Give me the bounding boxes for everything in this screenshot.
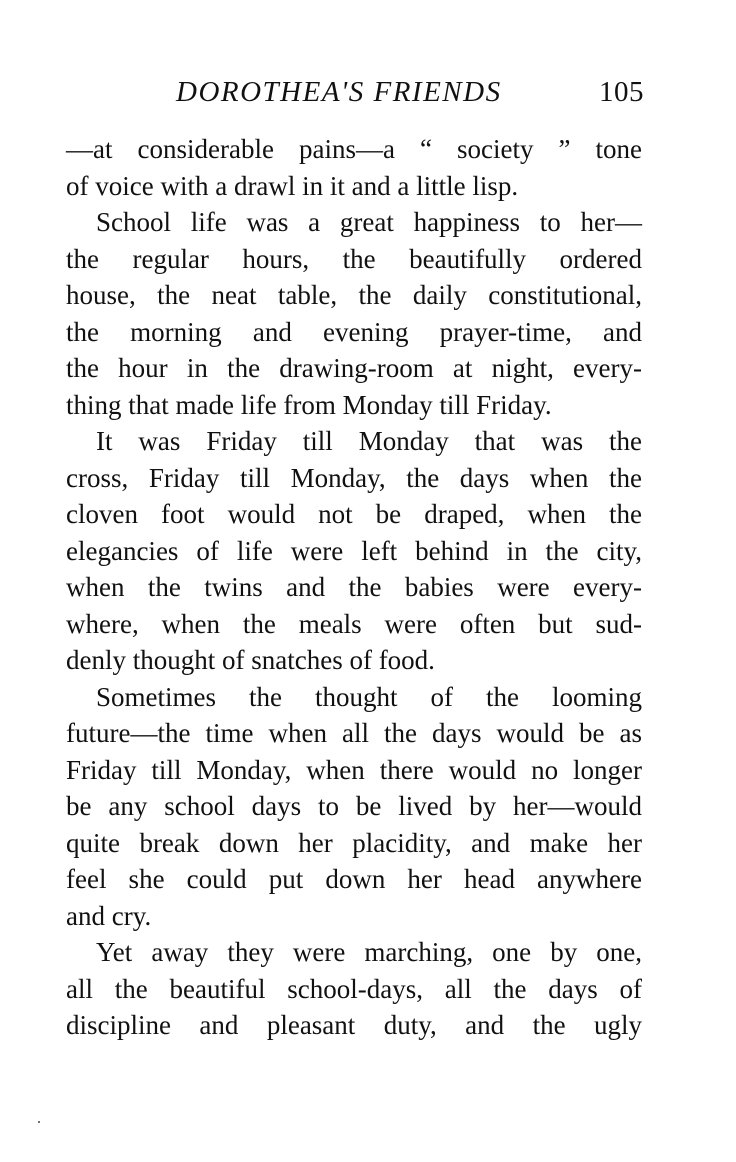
print-speck	[38, 1121, 40, 1123]
paragraph-start-line: Yet away they were marching, one by one,	[96, 937, 642, 967]
running-head	[66, 72, 644, 112]
text-line: where, when the meals were often but sud-	[66, 608, 642, 639]
text-line: the hour in the drawing-room at night, every-	[66, 353, 642, 383]
text-line: of voice with a drawl in it and a little lisp.	[66, 170, 519, 201]
text-line: denly thought of snatches of food.	[66, 645, 435, 675]
body-text	[66, 131, 642, 1044]
text-line: all the beautiful school-days, all the days of	[66, 973, 642, 1004]
text-line: when the twins and the babies were every-	[66, 572, 642, 602]
text-line: be any school days to be lived by her—would	[66, 791, 642, 821]
text-line: Friday till Monday, when there would no longer	[66, 754, 642, 785]
paragraph-start-line: School life was a great happiness to her—	[96, 207, 642, 237]
text-line: discipline and pleasant duty, and the ugly	[66, 1010, 642, 1040]
text-line: cloven foot would not be draped, when the	[66, 499, 642, 529]
paragraph-start-line: Sometimes the thought of the looming	[96, 681, 642, 712]
page-number: 105	[599, 76, 644, 108]
text-line: and cry.	[66, 900, 152, 931]
running-title: DOROTHEA'S FRIENDS	[176, 76, 502, 108]
text-line: feel she could put down her head anywhere	[66, 864, 642, 894]
text-line: house, the neat table, the daily constitutional,	[66, 280, 642, 310]
text-line: the regular hours, the beautifully ordered	[66, 243, 642, 274]
text-line: thing that made life from Monday till Friday.	[66, 389, 552, 420]
paragraph-start-line: It was Friday till Monday that was the	[96, 426, 642, 456]
text-line: elegancies of life were left behind in the city,	[66, 535, 642, 566]
text-line: quite break down her placidity, and make her	[66, 827, 642, 858]
text-line: future—the time when all the days would be as	[66, 718, 642, 748]
text-line: —at considerable pains—a “ society ” tone	[66, 134, 642, 164]
text-line: cross, Friday till Monday, the days when the	[66, 462, 642, 493]
text-line: the morning and evening prayer-time, and	[66, 316, 642, 347]
